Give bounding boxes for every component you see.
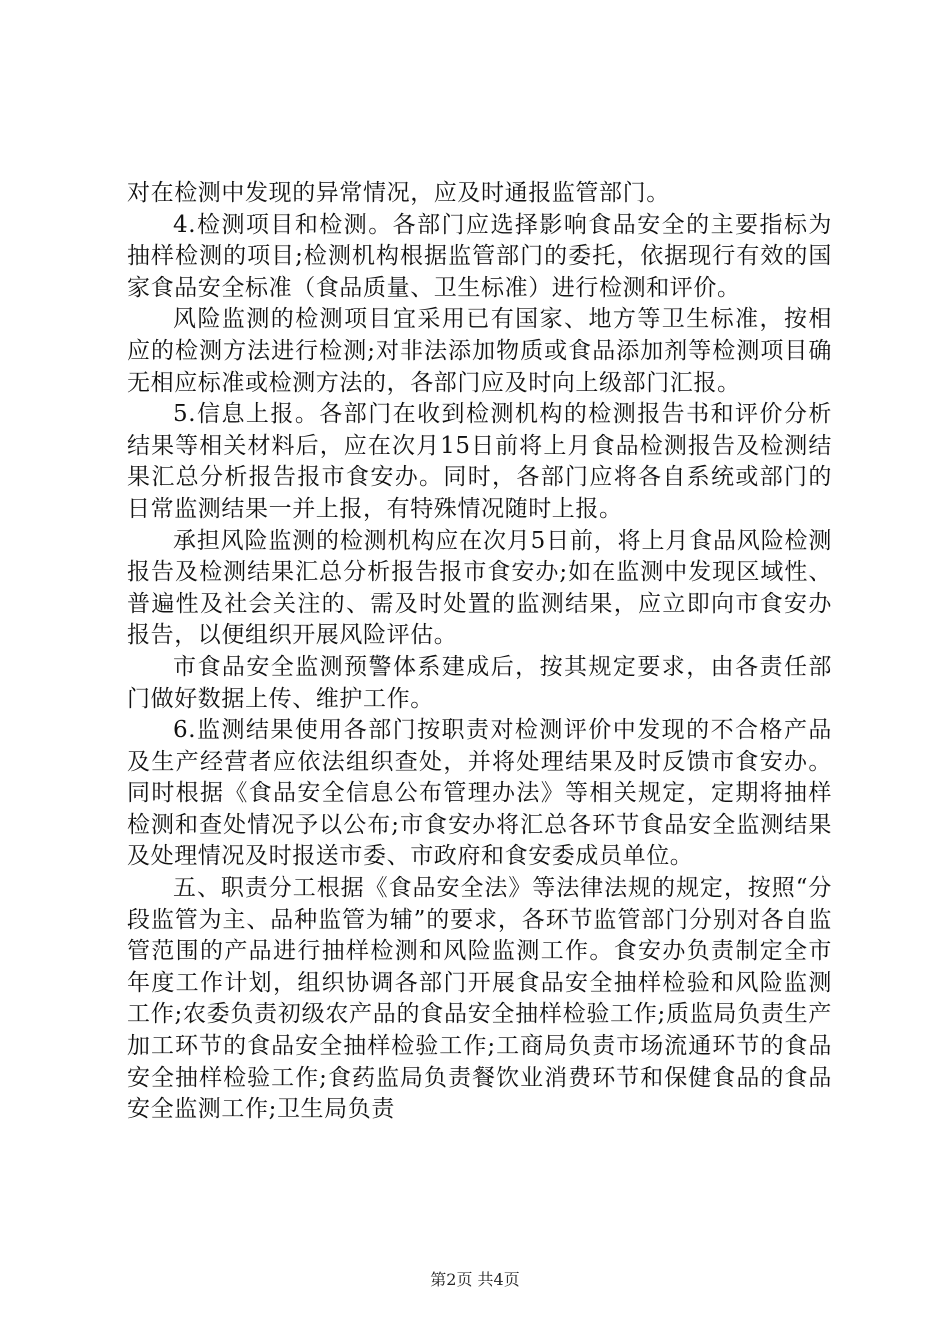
page-number: 第2页 共4页 xyxy=(430,1270,520,1289)
paragraph-warning-system: 市食品安全监测预警体系建成后，按其规定要求，由各责任部门做好数据上传、维护工作。 xyxy=(127,653,832,712)
paragraph-continuation: 对在检测中发现的异常情况，应及时通报监管部门。 xyxy=(127,180,670,206)
document-body xyxy=(127,178,832,1126)
paragraph-item-4: 4.检测项目和检测。各部门应选择影响食品安全的主要指标为抽样检测的项目;检测机构根据监管部门的委托，依据现行有效的国家食品安全标准（食品质量、卫生标准）进行检测和评价。 xyxy=(127,211,832,301)
paragraph-risk-monitoring: 风险监测的检测项目宜采用已有国家、地方等卫生标准，按相应的检测方法进行检测;对非法添加物质或食品添加剂等检测项目确无相应标准或检测方法的，各部门应及时向上级部门汇报。 xyxy=(127,306,832,396)
paragraph-item-6: 6.监测结果使用各部门按职责对检测评价中发现的不合格产品及生产经营者应依法组织查处，并将处理结果及时反馈市食安办。同时根据《食品安全信息公布管理办法》等相关规定，定期将抽样检测和查处情况予以公布;市食安办将汇总各环节食品安全监测结果及处理情况及时报送市委、市政府和食安委成员单位。 xyxy=(127,717,832,870)
paragraph-risk-agency: 承担风险监测的检测机构应在次月5日前，将上月食品风险检测报告及检测结果汇总分析报告报市食安办;如在监测中发现区域性、普遍性及社会关注的、需及时处置的监测结果，应立即向市食安办报告，以便组织开展风险评估。 xyxy=(127,527,832,649)
paragraph-item-5: 5.信息上报。各部门在收到检测机构的检测报告书和评价分析结果等相关材料后，应在次月15日前将上月食品检测报告及检测结果汇总分析报告报市食安办。同时，各部门应将各自系统或部门的日常监测结果一并上报，有特殊情况随时上报。 xyxy=(127,401,832,522)
paragraph-section-5: 五、职责分工根据《食品安全法》等法律法规的规定，按照“分段监管为主、品种监管为辅”的要求，各环节监管部门分别对各自监管范围的产品进行抽样检测和风险监测工作。食安办负责制定全市年度工作计划，组织协调各部门开展食品安全抽样检验和风险监测工作;农委负责初级农产品的食品安全抽样检验工作;质监局负责生产加工环节的食品安全抽样检验工作;工商局负责市场流通环节的食品安全抽样检验工作;食药监局负责餐饮业消费环节和保健食品的食品安全监测工作;卫生局负责 xyxy=(127,875,832,1123)
